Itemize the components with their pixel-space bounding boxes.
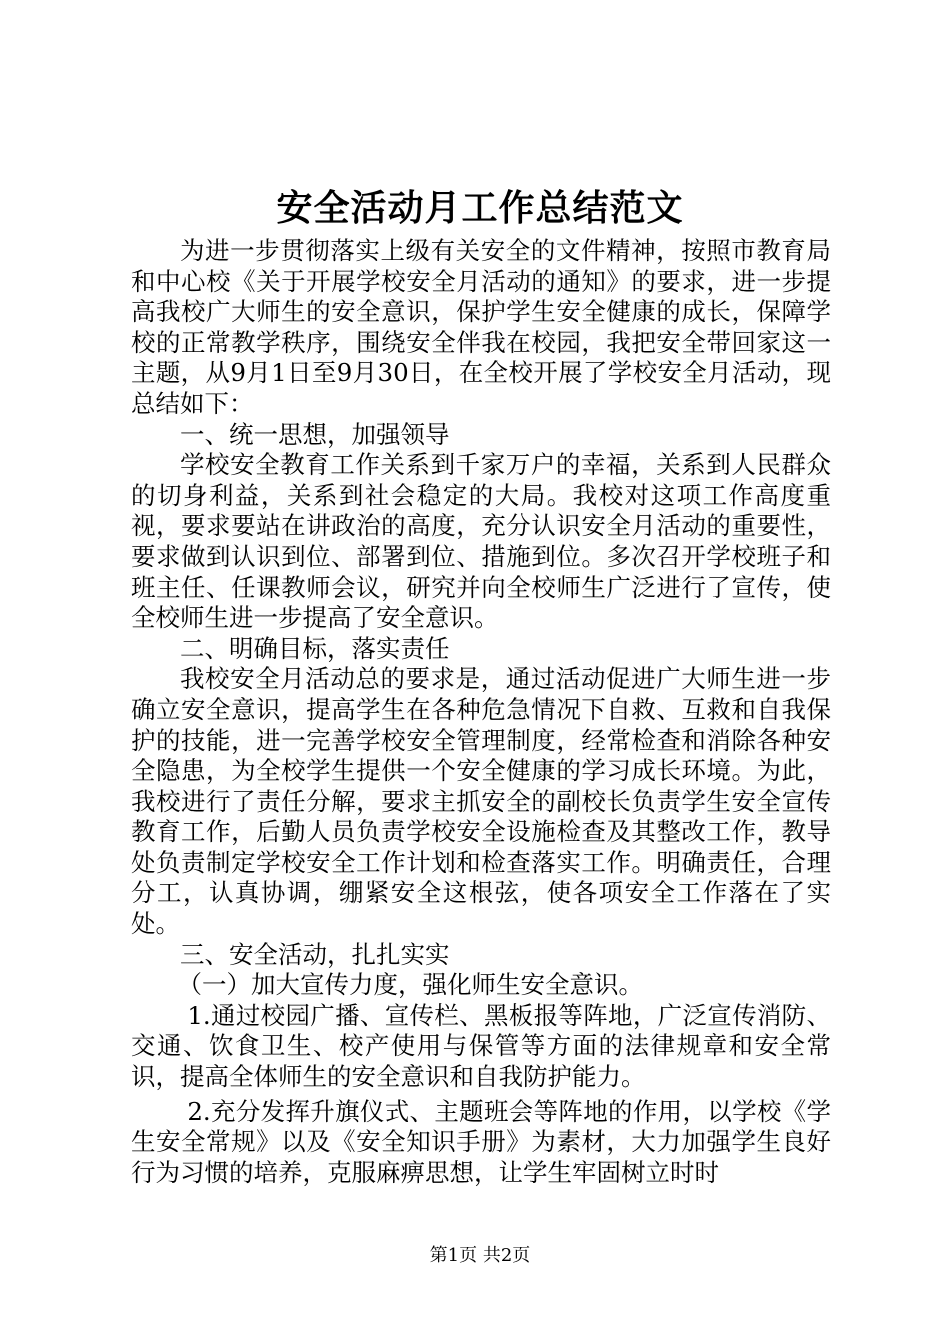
list-item: 2.充分发挥升旗仪式、主题班会等阵地的作用，以学校《学生安全常规》以及《安全知识手册》为素材，大力加强学生良好行为习惯的培养，克服麻痹思想，让学生牢固树立时时	[131, 1096, 831, 1187]
section-2-paragraph: 我校安全月活动总的要求是，通过活动促进广大师生进一步确立安全意识，提高学生在各种危急情况下自救、互救和自我保护的技能，进一完善学校安全管理制度，经常检查和消除各种安全隐患，为全校学生提供一个安全健康的学习成长环境。为此，我校进行了责任分解，要求主抓安全的副校长负责学生安全宣传教育工作，后勤人员负责学校安全设施检查及其整改工作，教导处负责制定学校安全工作计划和检查落实工作。明确责任，合理分工，认真协调，绷紧安全这根弦，使各项安全工作落在了实处。	[131, 664, 831, 939]
section-2-heading: 二、明确目标，落实责任	[180, 633, 450, 663]
section-1-heading: 一、统一思想，加强领导	[180, 419, 450, 449]
section-1-paragraph: 学校安全教育工作关系到千家万户的幸福，关系到人民群众的切身利益，关系到社会稳定的大局。我校对这项工作高度重视，要求要站在讲政治的高度，充分认识安全月活动的重要性，要求做到认识到位、部署到位、措施到位。多次召开学校班子和班主任、任课教师会议，研究并向全校师生广泛进行了宣传，使全校师生进一步提高了安全意识。	[131, 450, 831, 633]
document-title: 安全活动月工作总结范文	[276, 187, 684, 229]
document-body	[131, 236, 831, 1188]
intro-paragraph: 为进一步贯彻落实上级有关安全的文件精神，按照市教育局和中心校《关于开展学校安全月活动的通知》的要求，进一步提高我校广大师生的安全意识，保护学生安全健康的成长，保障学校的正常教学秩序，围绕安全伴我在校园，我把安全带回家这一主题，从9月1日至9月30日，在全校开展了学校安全月活动，现总结如下：	[131, 236, 831, 418]
section-3-subheading: （一）加大宣传力度，强化师生安全意识。	[177, 970, 644, 1000]
list-item: 1.通过校园广播、宣传栏、黑板报等阵地，广泛宣传消防、交通、饮食卫生、校产使用与保管等方面的法律规章和安全常识，提高全体师生的安全意识和自我防护能力。	[131, 1000, 831, 1092]
page-number-footer: 第1页 共2页	[429, 1245, 531, 1266]
section-3-heading: 三、安全活动，扎扎实实	[180, 939, 450, 969]
